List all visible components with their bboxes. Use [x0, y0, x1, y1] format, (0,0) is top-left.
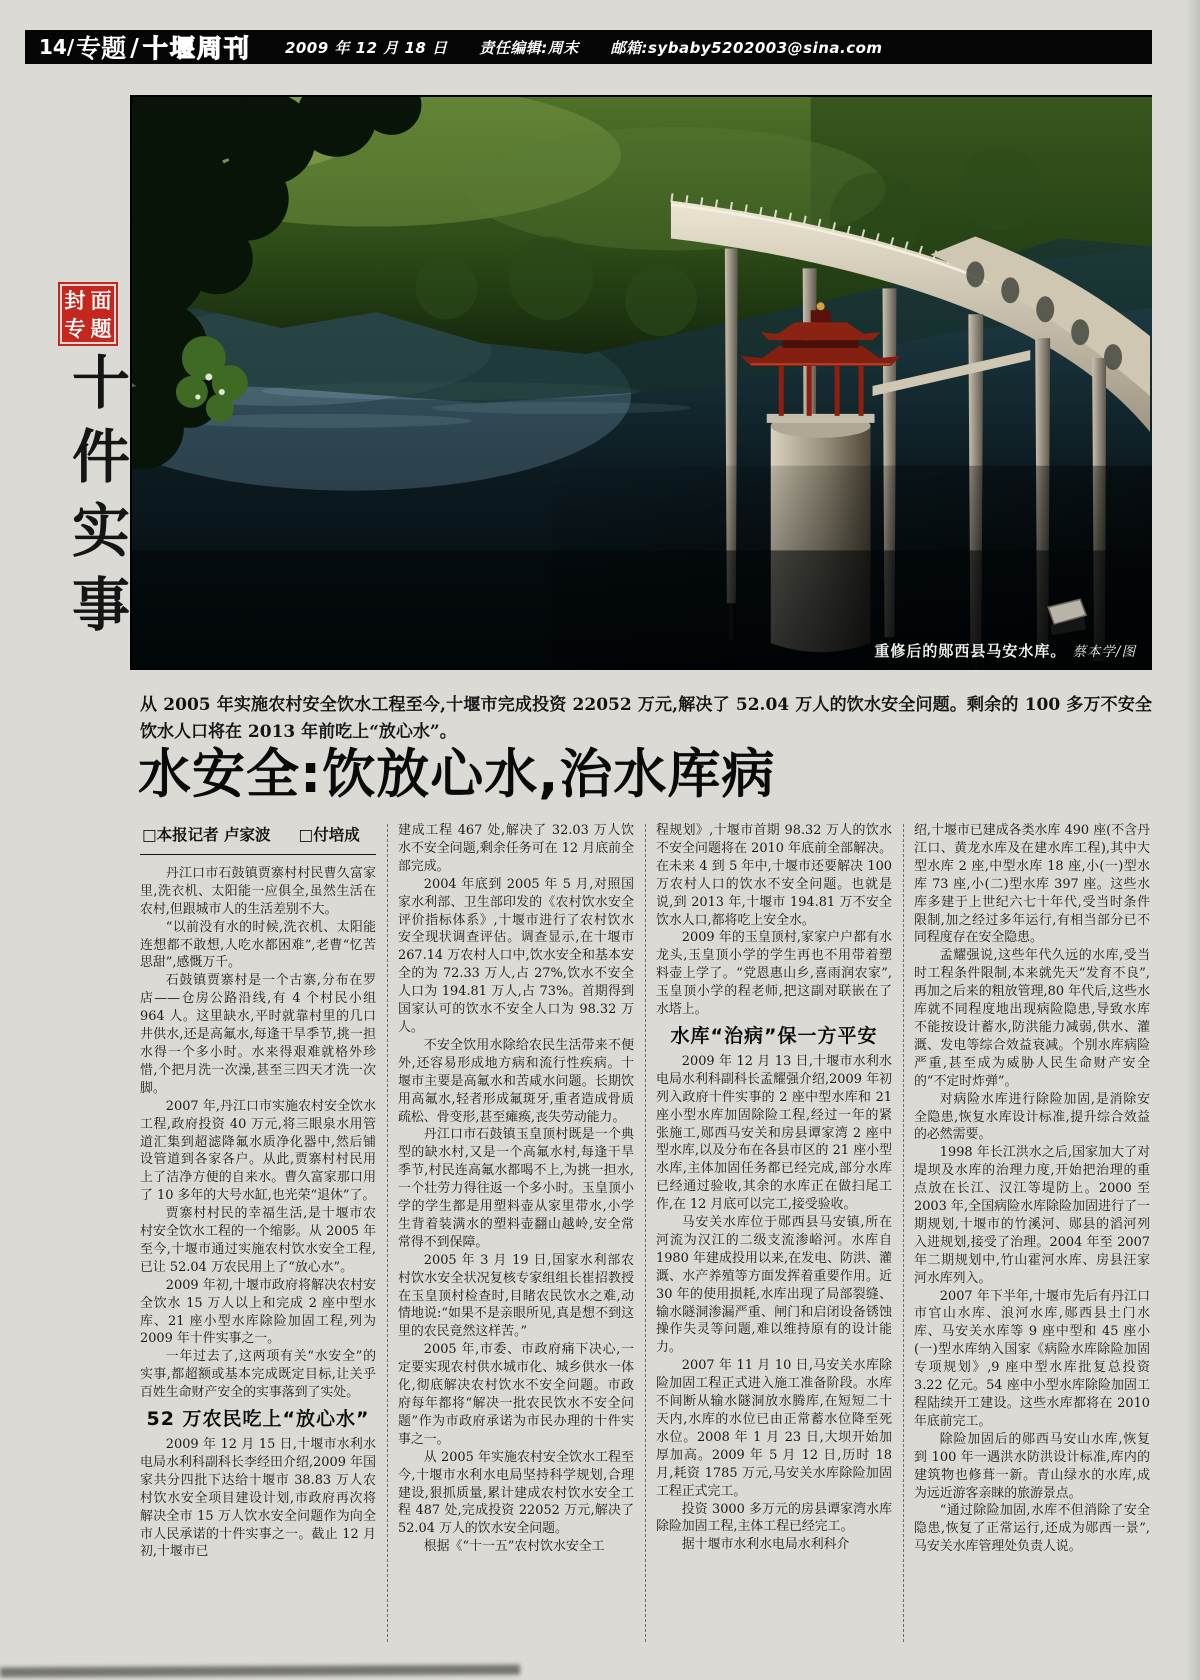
paragraph: 除险加固后的郧西马安山水库,恢复到 100 年一遇洪水防洪设计标准,库内的建筑物也修葺一新。青山绿水的水库,成为远近游客亲睐的旅游景点。 [914, 1431, 1150, 1501]
paragraph: 从 2005 年实施农村安全饮水工程至今,十堰市水利水电局坚持科学规划,合理建设,狠抓质量,累计建成农村饮水安全工程 487 处,完成投资 22052 万元,解决了 52.04 万人的饮水安全问题。 [398, 1449, 634, 1537]
paragraph: 绍,十堰市已建成各类水库 490 座(不含丹江口、黄龙水库及在建水库工程),其中大型水库 2 座,中型水库 18 座,小(一)型水库 73 座,小(二)型水库 397 座。这些水库多建于上世纪六七十年代,受当时条件限制,加之经过多年运行,有相当部分已不同程度存在安全隐患。 [914, 823, 1150, 946]
article-column-1 [140, 822, 376, 1644]
photo-credit: 蔡本学/图 [1072, 644, 1136, 660]
paragraph: 2009 年初,十堰市政府将解决农村安全饮水 15 万人以上和完成 2 座中型水库、21 座小型水库除险加固工程,列为 2009 年十件实事之一。 [140, 1277, 376, 1347]
main-headline: 水安全:饮放心水,治水库病 [138, 744, 776, 805]
subhead-reservoir-repair: 水库“治病”保一方平安 [670, 1024, 878, 1047]
paragraph: 马安关水库位于郧西县马安镇,所在河流为汉江的二级支流渗峪河。水库自 1980 年建成投用以来,在发电、防洪、灌溉、水产养殖等方面发挥着重要作用。近 30 年的使用损耗,水库出现了局部裂缝、输水隧洞渗漏严重、闸门和启闭设备锈蚀操作失灵等问题,难以维持原有的设计能力。 [656, 1215, 892, 1356]
column-divider [903, 824, 904, 1642]
lead-photo [130, 95, 1152, 670]
paragraph: 2009 年 12 月 15 日,十堰市水利水电局水利科副科长李经田介绍,2009 年国家共分四批下达给十堰市 38.83 万人农村饮水安全项目建设计划,市政府再次将解决全市 15 万人饮水安全问题作为向全市人民承诺的十件实事之一。截止 12 月初,十堰市已 [140, 1437, 376, 1560]
paragraph: 2004 年底到 2005 年 5 月,对照国家水利部、卫生部印发的《农村饮水安全评价指标体系》,十堰市进行了农村饮水安全现状调查评估。调查显示,在十堰市 267.14 万农村人口中,饮水安全和基本安全的为 72.33 万人,占 27%,饮水不安全人口为 194.81 万人,占 73%。首期得到国家认可的饮水不安全人口为 98.32 万人。 [398, 876, 634, 1035]
paragraph: 贾寨村村民的幸福生活,是十堰市农村安全饮水工程的一个缩影。从 2005 年至今,十堰市通过实施农村饮水安全工程,已让 52.04 万农民用上了“放心水”。 [140, 1206, 376, 1275]
byline [140, 822, 376, 855]
article-column-4 [914, 822, 1150, 1644]
paragraph: 2007 年,丹江口市实施农村安全饮水工程,政府投资 40 万元,将三眼泉水用管道汇集到超滤降氟水质净化器中,然后铺设管道到各家各户。从此,贾寨村村民用上了洁净方便的自来水。曹久富家那口用了 10 多年的大号水缸,也光荣“退休”了。 [140, 1098, 376, 1204]
masthead-meta [285, 37, 909, 58]
reservoir-illustration [132, 97, 1152, 670]
byline-reporter: □本报记者 卢家波 [142, 825, 271, 844]
article-column-3 [656, 822, 892, 1644]
paragraph: 建成工程 467 处,解决了 32.03 万人饮水不安全问题,剩余任务可在 12 月底前全部完成。 [398, 823, 634, 874]
paragraph: 2009 年的玉皇顶村,家家户户都有水龙头,玉皇顶小学的学生再也不用带着塑料壶上学了。“党恩惠山乡,喜雨润农家”,玉皇顶小学的程老师,把这副对联嵌在了水塔上。 [656, 930, 892, 1018]
byline-reporter: □付培成 [298, 825, 360, 844]
paragraph: 丹江口市石鼓镇玉皇顶村既是一个典型的缺水村,又是一个高氟水村,每逢干旱季节,村民连高氟水都喝不上,为挑一担水,一个壮劳力得往返一个多小时。玉皇顶小学的学生都是用塑料壶从家里带水,小学生背着装满水的塑料壶翻山越岭,安全常常得不到保障。 [398, 1127, 634, 1250]
page-number: 14/ [39, 35, 75, 59]
paragraph: 孟耀强说,这些年代久远的水库,受当时工程条件限制,本来就先天“发育不良”,再加之后来的粗放管理,80 年代后,这些水库就不同程度地出现病险隐患,导致水库不能按设计蓄水,防洪能力减弱,供水、灌溉、发电等综合效益衰减。个别水库病险严重,甚至成为威胁人民生命财产安全的“不定时炸弹”。 [914, 948, 1150, 1089]
badge-char: 面 [90, 287, 112, 313]
paragraph: 一年过去了,这两项有关“水安全”的实事,都超额或基本完成既定目标,让关乎百姓生命财产安全的实事落到了实处。 [140, 1349, 376, 1401]
cover-topic-badge-grid [62, 286, 114, 342]
paragraph: 丹江口市石鼓镇贾寨村村民曹久富家里,洗衣机、太阳能一应俱全,虽然生活在农村,但跟城市人的生活差别不大。 [140, 865, 376, 917]
scan-edge-shadow [0, 1665, 520, 1678]
paragraph: 2007 年 11 月 10 日,马安关水库除险加固工程正式进入施工准备阶段。水库不间断从输水隧洞放水腾库,在短短二十天内,水库的水位已由正常蓄水位降至死水位。2008 年 1 月 23 日,大坝开始加厚加高。2009 年 5 月 12 日,历时 18 月,耗资 1785 万元,马安关水库除险加固工程正式完工。 [656, 1358, 892, 1499]
column-divider [387, 824, 388, 1642]
photo-caption [874, 640, 1136, 661]
column-divider [645, 824, 646, 1642]
paragraph: 2009 年 12 月 13 日,十堰市水利水电局水利科副科长孟耀强介绍,2009 年初列入政府十件实事的 2 座中型水库和 21 座小型水库加固除险工程,经过一年的紧张施工,郧西马安关和房县谭家湾 2 座中型水库,以及分布在各县市区的 21 座小型水库,主体加固任务都已经完成,部分水库已经通过验收,其余的水库正在做扫尾工作,在 12 月底可以完工,接受验收。 [656, 1053, 892, 1213]
lede-paragraph: 从 2005 年实施农村安全饮水工程至今,十堰市完成投资 22052 万元,解决了 52.04 万人的饮水安全问题。剩余的 100 多万不安全饮水人口将在 2013 年前吃上“放心水”。 [140, 695, 1152, 742]
photo-caption-text: 重修后的郧西县马安水库。 [874, 642, 1067, 660]
issue-date: 2009 年 12 月 18 日 [284, 38, 448, 57]
article-column-2 [398, 822, 634, 1644]
badge-char: 专 [64, 315, 86, 341]
paragraph: 2007 年下半年,十堰市先后有丹江口市官山水库、浪河水库,郧西县土门水库、马安关水库等 9 座中型和 45 座小(一)型水库纳入国家《病险水库除险加固专项规划》,9 座中型水库批复总投资 3.22 亿元。54 座中小型水库除险加固工程陆续开工建设。这些水库都将在 2010 年底前完工。 [914, 1288, 1150, 1429]
vertical-series-title: 十件实事 [62, 352, 130, 648]
paragraph: 程规划》,十堰市首期 98.32 万人的饮水不安全问题将在 2010 年底前全部解决。在未来 4 到 5 年中,十堰市还要解决 100 万农村人口的饮水不安全问题。也就是说,到 2013 年,十堰市 194.81 万不安全饮水人口,都将吃上安全水。 [656, 823, 892, 928]
paragraph: 根据《“十一五”农村饮水安全工 [423, 1539, 605, 1555]
subhead-drinking-water: 52 万农民吃上“放心水” [146, 1408, 370, 1431]
paragraph: 投资 3000 多万元的房县谭家湾水库除险加固工程,主体工程已经完工。 [656, 1501, 892, 1535]
paragraph: 2005 年 3 月 19 日,国家水利部农村饮水安全状况复核专家组组长崔招教授在玉皇顶村检查时,目睹农民饮水之难,动情地说:“如果不是亲眼所见,真是想不到这里的农民竟然这样苦。” [398, 1252, 634, 1340]
paragraph: 对病险水库进行除险加固,是消除安全隐患,恢复水库设计标准,提升综合效益的必然需要。 [914, 1091, 1150, 1143]
paragraph: “以前没有水的时候,洗衣机、太阳能连想都不敢想,人吃水都困难”,老曹“忆苦思甜”,感慨万千。 [140, 919, 376, 971]
paragraph: 1998 年长江洪水之后,国家加大了对堤坝及水库的治理力度,开始把治理的重点放在长江、汉江等堤防上。2000 至 2003 年,全国病险水库除险加固进行了一期规划,十堰市的竹溪河、郧县的滔河列入进规划,接受了治理。2004 年至 2007 年二期规划中,竹山霍河水库、房县汪家河水库列入。 [914, 1145, 1150, 1286]
paragraph: 2005 年,市委、市政府痛下决心,一定要实现农村供水城市化、城乡供水一体化,彻底解决农村饮水不安全问题。市政府每年都将“解决一批农民饮水不安全问题”作为市政府承诺为市民办理的十件实事之一。 [398, 1342, 634, 1447]
paragraph: 石鼓镇贾寨村是一个古寨,分布在罗店——仓房公路沿线,有 4 个村民小组 964 人。这里缺水,平时就靠村里的几口井供水,还是高氟水,每逢干旱季节,挑一担水得一个多小时。水来得艰难就格外珍惜,个把月洗一次澡,甚至三四天才洗一次脚。 [140, 973, 376, 1096]
badge-char: 题 [90, 315, 112, 341]
badge-char: 封 [64, 287, 86, 313]
paragraph: 不安全饮用水除给农民生活带来不便外,还容易形成地方病和流行性疾病。十堰市主要是高氟水和苦咸水问题。长期饮用高氟水,轻者形成氟斑牙,重者造成骨质疏松、骨变形,甚至瘫痪,丧失劳动能力。 [398, 1037, 634, 1125]
paragraph: “通过除险加固,水库不但消除了安全隐患,恢复了正常运行,还成为郧西一景”,马安关水库管理处负责人说。 [914, 1503, 1150, 1555]
publication-name: 十堰周刊 [142, 34, 251, 63]
masthead-divider: / [130, 32, 139, 62]
paragraph: 据十堰市水利水电局水利科介 [681, 1537, 850, 1553]
contact-email: 邮箱:sybaby5202003@sina.com [610, 38, 883, 57]
section-title: 专题 [76, 34, 127, 63]
editor-credit: 责任编辑:周末 [479, 38, 579, 57]
masthead-bar [25, 30, 1152, 64]
cover-topic-badge [58, 282, 118, 346]
